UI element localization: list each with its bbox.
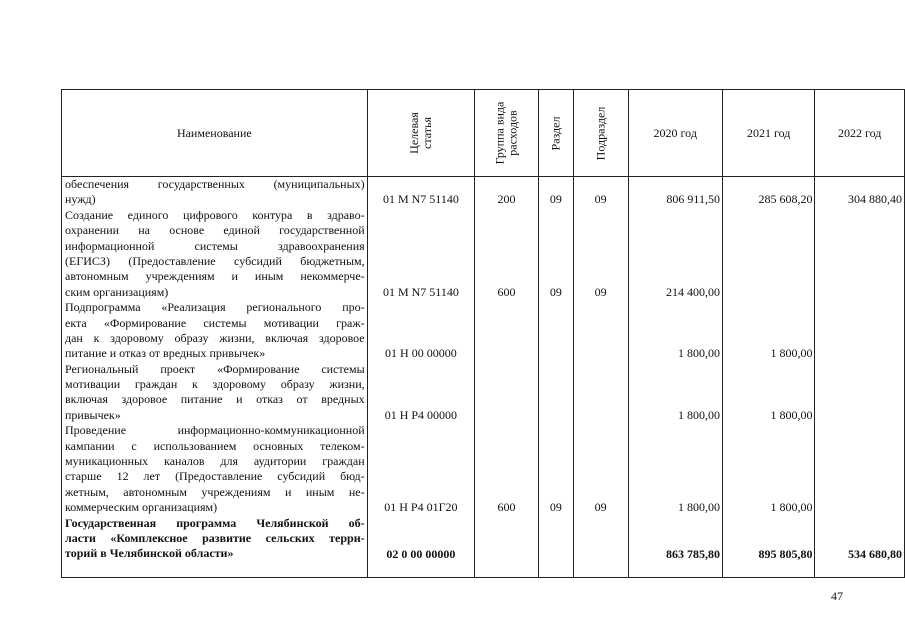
name-line: дан к здоровому образу жизни, включая здоровое (65, 330, 365, 345)
year-2021-value (723, 285, 814, 300)
name-line: привычек» (65, 407, 121, 422)
name-line: включая здоровое питание и отказ от вредных (65, 392, 365, 407)
subsection-value: 09 (594, 284, 607, 299)
year-2022-value (815, 408, 904, 423)
header-year-2020: 2020 год (628, 90, 722, 177)
year-2020-value: 1 800,00 (677, 500, 720, 515)
year-2022-value: 534 680,80 (848, 546, 902, 561)
section-value (539, 408, 573, 423)
section-column (538, 177, 573, 578)
name-line: екта «Формирование системы мотивации граж- (65, 315, 365, 330)
target-article-value: 01 M N7 51140 (382, 284, 459, 299)
year-2020-column (628, 177, 722, 578)
year-2022-value (815, 500, 904, 515)
name-line: торий в Челябинской области» (65, 546, 234, 561)
target-article-column (367, 177, 475, 578)
name-line: Региональный проект «Формирование системы (65, 361, 365, 376)
header-year-2021: 2021 год (722, 90, 814, 177)
table-body-row (62, 177, 905, 578)
expense-group-value: 600 (497, 500, 516, 515)
header-section-text: Раздел (548, 116, 563, 150)
name-line: нужд) (65, 192, 96, 207)
name-line: ласти «Комплексное развитие сельских терри- (65, 530, 365, 545)
budget-table (61, 89, 905, 578)
name-line: (ЕГИСЗ) (Предоставление субсидий бюджетным, (65, 253, 365, 268)
year-2022-value: 304 880,40 (848, 192, 902, 207)
target-article-value: 01 Н 00 00000 (385, 346, 457, 361)
header-expense-group-text: Группа вида расходов (492, 101, 520, 164)
name-line: автономным учреждениям и иным некоммерче- (65, 269, 365, 284)
name-line: охранении на основе единой государственной (65, 223, 365, 238)
name-line: Проведение информационно-коммуникационной (65, 423, 365, 438)
name-line: жетным, автономным учреждениям и иным не- (65, 484, 365, 499)
section-value: 09 (549, 500, 562, 515)
year-2021-value: 285 608,20 (758, 192, 813, 207)
subsection-value (574, 346, 628, 361)
name-line: коммерческим организациям) (65, 500, 218, 515)
year-2021-value: 1 800,00 (770, 346, 813, 361)
header-subsection-text: Подраздел (593, 106, 608, 160)
expense-group-value: 200 (497, 192, 516, 207)
header-expense-group (475, 90, 539, 177)
year-2020-value: 214 400,00 (665, 284, 720, 299)
name-line: старше 12 лет (Предоставление субсидий бюд- (65, 469, 365, 484)
subsection-column (573, 177, 628, 578)
year-2020-value: 806 911,50 (666, 192, 720, 207)
subsection-value: 09 (594, 192, 607, 207)
expense-group-value (475, 346, 538, 361)
section-value (539, 547, 573, 562)
name-line: Создание единого цифрового контура в здраво- (65, 207, 365, 222)
header-target-article (367, 90, 475, 177)
target-article-value: 02 0 00 00000 (386, 546, 456, 561)
name-line: питание и отказ от вредных привычек» (65, 346, 266, 361)
header-name: Наименование (62, 90, 368, 177)
header-year-2022: 2022 год (815, 90, 905, 177)
target-article-value: 01 Н Р4 00000 (384, 408, 458, 422)
header-section (538, 90, 573, 177)
header-target-article-text: Целевая статья (406, 111, 434, 154)
year-2020-value: 1 800,00 (677, 346, 720, 361)
table-header-row (62, 90, 905, 177)
name-line: кампании с использованием основных телеком- (65, 438, 365, 453)
name-column (62, 177, 368, 578)
page-number: 47 (831, 589, 843, 603)
subsection-value (574, 547, 628, 562)
subsection-value (574, 408, 628, 423)
year-2021-value: 1 800,00 (770, 408, 813, 422)
year-2021-value: 1 800,00 (770, 500, 813, 515)
expense-group-value: 600 (497, 284, 516, 299)
header-subsection (573, 90, 628, 177)
year-2020-value: 863 785,80 (665, 546, 720, 561)
target-article-value: 01 M N7 51140 (382, 192, 459, 207)
name-line: ским организациям) (65, 284, 169, 299)
year-2022-value (815, 285, 904, 300)
year-2022-column (815, 177, 905, 578)
name-line: Государственная программа Челябинской об- (65, 515, 365, 530)
year-2021-value: 895 805,80 (758, 546, 813, 561)
name-line: Подпрограмма «Реализация регионального про- (65, 300, 365, 315)
name-line: муникационных каналов для аудитории граждан (65, 454, 365, 469)
year-2022-value (815, 346, 904, 361)
expense-group-value (475, 408, 538, 423)
name-line: обеспечения государственных (муниципальных) (65, 177, 365, 191)
name-line: мотивации граждан к здоровому образу жизни, (65, 377, 365, 392)
target-article-value: 01 Н Р4 01Г20 (384, 500, 458, 515)
expense-group-column (475, 177, 539, 578)
section-value: 09 (549, 192, 562, 207)
year-2020-value: 1 800,00 (677, 408, 720, 422)
year-2021-column (722, 177, 814, 578)
name-line: информационной системы здравоохранения (65, 238, 365, 253)
section-value: 09 (549, 284, 562, 299)
budget-table-wrapper (61, 89, 905, 578)
section-value (539, 346, 573, 361)
expense-group-value (475, 547, 538, 562)
subsection-value: 09 (594, 500, 607, 515)
